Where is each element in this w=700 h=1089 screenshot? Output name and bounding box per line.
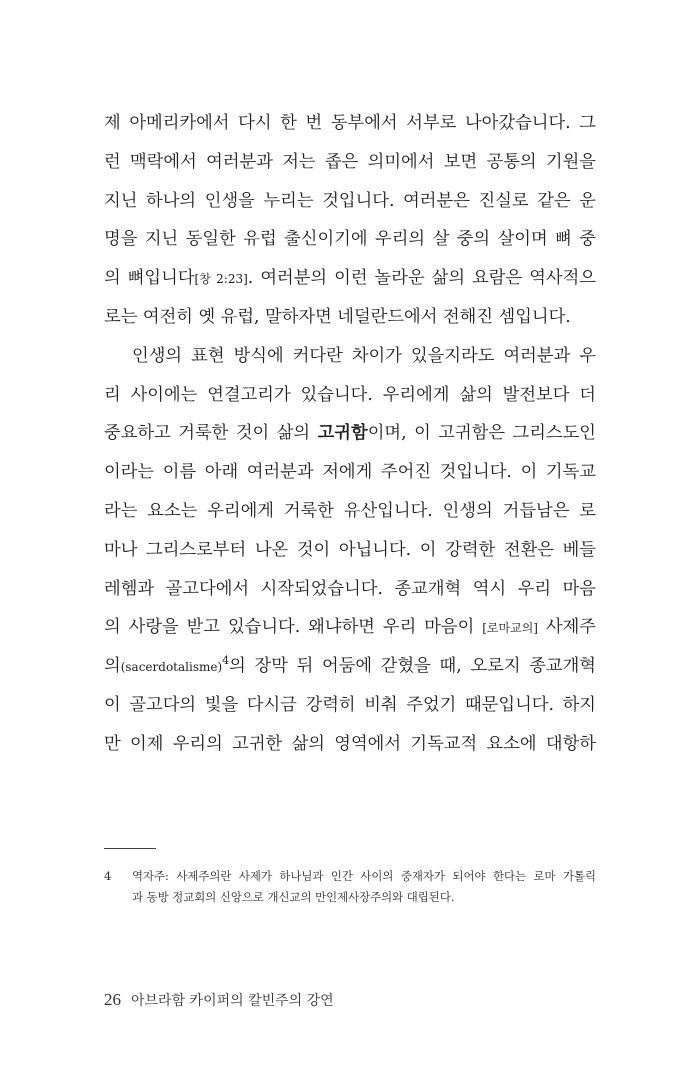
footnote (104, 866, 596, 908)
text-line (104, 608, 596, 647)
page-footer (104, 990, 334, 1010)
text-line: 만 이제 우리의 고귀한 삶의 영역에서 기독교적 요소에 대항하 (104, 733, 596, 754)
footnote-line: 과 동방 정교회의 신앙으로 개신교의 만인제사장주의와 대립된다. (132, 890, 455, 904)
translator-insert: [로마교의] (482, 621, 538, 636)
text-line: 인생의 표현 방식에 커다란 차이가 있을지라도 여러분과 우 (132, 345, 596, 366)
text-line: 지닌 하나의 인생을 누리는 것입니다. 여러분은 진실로 같은 운 (104, 190, 596, 211)
text-line: 제 아메리카에서 다시 한 번 동부에서 서부로 나아갔습니다. 그 (104, 113, 596, 133)
text-line (104, 414, 596, 453)
footnote-line: 역자주: 사제주의란 사제가 하나님과 인간 사이의 중재자가 되어야 한다는 로마 가톨릭 (132, 869, 596, 883)
text-run: 사제주 (537, 617, 596, 638)
text-line (104, 259, 596, 298)
text-run: 의 뼈입니다 (104, 268, 195, 289)
footnote-number: 4 (104, 869, 112, 883)
text-run: 중요하고 거룩한 것이 삶의 (104, 423, 318, 444)
body-text (104, 104, 596, 764)
emphasis-text: 고귀함 (317, 423, 368, 444)
text-line: 런 맥락에서 여러분과 저는 좁은 의미에서 보면 공통의 기원을 (104, 151, 596, 172)
original-term: (sacerdotalisme) (120, 660, 223, 675)
text-line: 이라는 이름 아래 여러분과 저에게 주어진 것입니다. 이 기독교 (104, 462, 596, 483)
text-run: 의 장막 뒤 어둠에 갇혔을 때, 오로지 종교개혁 (229, 656, 596, 677)
text-line: 레헴과 골고다에서 시작되었습니다. 종교개혁 역시 우리 마음 (104, 578, 596, 599)
footnote-text (132, 866, 596, 908)
text-line: 라는 요소는 우리에게 거룩한 유산입니다. 인생의 거듭남은 로 (104, 500, 596, 521)
text-line: 이 골고다의 빛을 다시금 강력히 비춰 주었기 때문입니다. 하지 (104, 694, 596, 715)
text-line: 마나 그리스로부터 나온 것이 아닙니다. 이 강력한 전환은 베들 (104, 539, 596, 560)
text-line (104, 647, 596, 686)
text-run: 이며, 이 고귀함은 그리스도인 (367, 423, 596, 444)
text-line: 명을 지닌 동일한 유럽 출신이기에 우리의 살 중의 살이며 뼈 중 (104, 229, 596, 250)
book-title: 아브라함 카이퍼의 칼빈주의 강연 (131, 993, 334, 1009)
footnote-marker[interactable]: 4 (222, 654, 230, 668)
text-run: . 여러분의 이런 놀라운 삶의 요람은 역사적으 (247, 268, 596, 289)
footnote-row (104, 866, 596, 908)
text-run: 의 (104, 656, 121, 677)
page-number: 26 (104, 990, 121, 1009)
text-line: 로는 여전히 옛 유럽, 말하자면 네덜란드에서 전해진 셈입니다. (104, 306, 571, 327)
footnote-divider (104, 848, 156, 849)
scripture-reference: [창 2:23] (194, 272, 248, 287)
text-run: 의 사랑을 받고 있습니다. 왜냐하면 우리 마음이 (104, 617, 483, 638)
text-line: 리 사이에는 연결고리가 있습니다. 우리에게 삶의 발전보다 더 (104, 384, 596, 405)
